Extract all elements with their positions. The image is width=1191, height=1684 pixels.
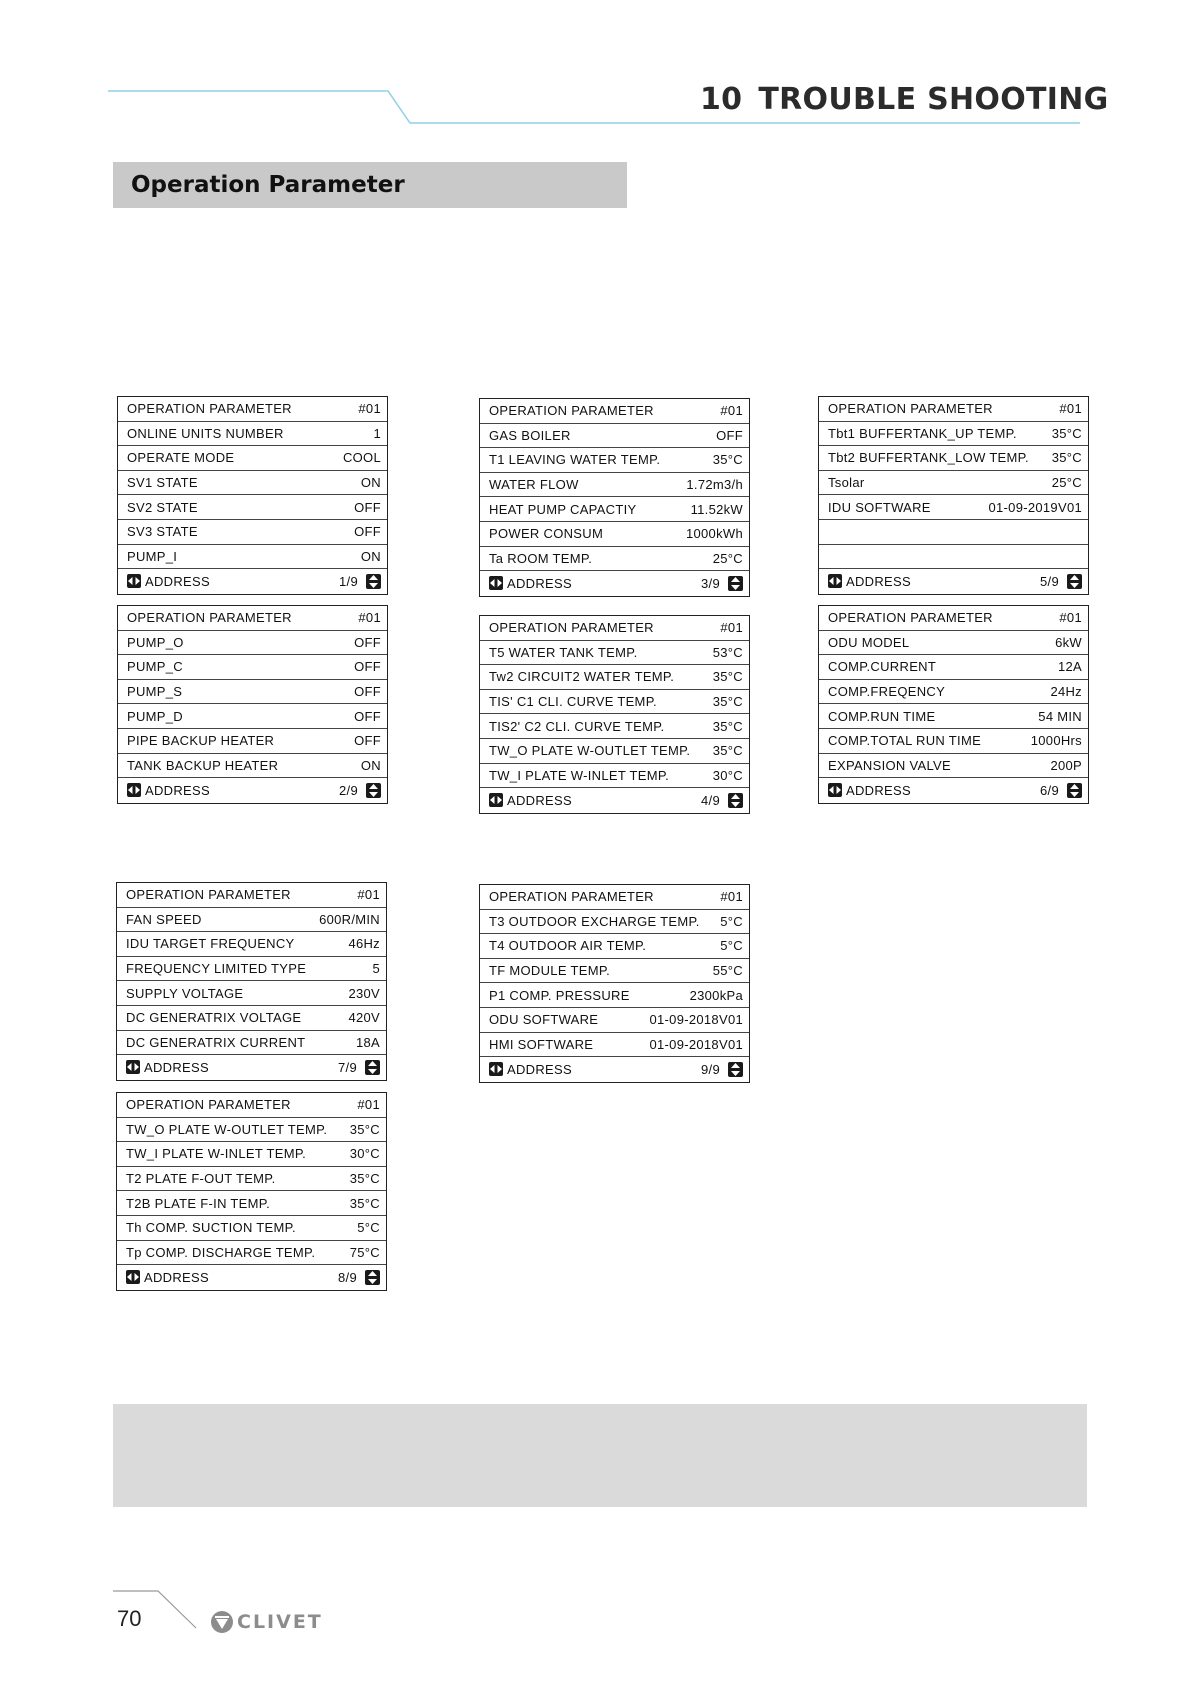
panel-unit-id: #01 (357, 1097, 380, 1113)
parameter-panel-3 (479, 398, 750, 597)
address-label: ADDRESS (507, 575, 572, 591)
panel-footer-row (480, 788, 749, 813)
parameter-value: 18A (355, 1034, 380, 1050)
parameter-label: T1 LEAVING WATER TEMP. (489, 452, 661, 468)
parameter-panel-5 (818, 396, 1089, 595)
panel-title: OPERATION PARAMETER (126, 1097, 291, 1113)
section-banner (113, 162, 627, 208)
parameter-label: HEAT PUMP CAPACTIY (489, 501, 637, 517)
parameter-label: T3 OUTDOOR EXCHARGE TEMP. (489, 913, 700, 929)
panel-unit-id: #01 (720, 403, 743, 419)
parameter-value: 12A (1057, 659, 1082, 675)
parameter-row (118, 655, 387, 680)
parameter-value: 55°C (712, 963, 743, 979)
up-down-arrow-icon[interactable] (1067, 783, 1082, 798)
page-indicator (701, 1062, 743, 1077)
page-indicator (701, 576, 743, 591)
address-control[interactable] (489, 793, 572, 808)
address-label: ADDRESS (507, 1061, 572, 1077)
address-control[interactable] (126, 1270, 209, 1285)
parameter-value: 25°C (712, 550, 743, 566)
address-label: ADDRESS (144, 1059, 209, 1075)
parameter-value: ON (360, 757, 381, 773)
parameter-row (480, 547, 749, 572)
parameter-label: TIS2' C2 CLI. CURVE TEMP. (489, 718, 665, 734)
parameter-panel-6 (818, 605, 1089, 804)
parameter-row (819, 704, 1088, 729)
up-down-arrow-icon[interactable] (728, 1062, 743, 1077)
parameter-row (117, 981, 386, 1006)
parameter-row (117, 957, 386, 982)
parameter-label: Tbt2 BUFFERTANK_LOW TEMP. (828, 450, 1029, 466)
parameter-label: GAS BOILER (489, 427, 571, 443)
left-right-arrow-icon[interactable] (828, 783, 842, 797)
parameter-row (819, 495, 1088, 520)
parameter-label: ODU SOFTWARE (489, 1012, 599, 1028)
parameter-label: TANK BACKUP HEATER (127, 757, 279, 773)
up-down-arrow-icon[interactable] (366, 574, 381, 589)
parameter-value: 35°C (712, 743, 743, 759)
footer-gray-box (113, 1404, 1087, 1507)
panel-title-row (118, 397, 387, 422)
address-label: ADDRESS (145, 573, 210, 589)
parameter-panel-2 (117, 605, 388, 804)
parameter-label: IDU SOFTWARE (828, 499, 931, 515)
parameter-label: TW_O PLATE W-OUTLET TEMP. (126, 1121, 328, 1137)
panel-footer-row (819, 778, 1088, 803)
parameter-row (480, 910, 749, 935)
up-down-arrow-icon[interactable] (728, 793, 743, 808)
parameter-value: 35°C (712, 452, 743, 468)
parameter-value: 5°C (357, 1220, 380, 1236)
left-right-arrow-icon[interactable] (489, 1062, 503, 1076)
parameter-row (480, 983, 749, 1008)
parameter-label: COMP.RUN TIME (828, 708, 936, 724)
parameter-label: OPERATE MODE (127, 450, 235, 466)
parameter-value: 600R/MIN (319, 911, 380, 927)
parameter-label: P1 COMP. PRESSURE (489, 987, 630, 1003)
parameter-value: OFF (354, 708, 381, 724)
parameter-panel-4 (479, 615, 750, 814)
panel-title-row (118, 606, 387, 631)
parameter-value: 11.52kW (690, 501, 743, 517)
address-control[interactable] (127, 574, 210, 589)
parameter-value: 6kW (1055, 634, 1082, 650)
parameter-label: TW_I PLATE W-INLET TEMP. (489, 767, 670, 783)
parameter-value: 1.72m3/h (686, 477, 743, 493)
parameter-value: 1000kWh (685, 526, 743, 542)
parameter-row (480, 714, 749, 739)
parameter-value: 1 (373, 425, 381, 441)
parameter-row (118, 520, 387, 545)
panel-title-row (117, 883, 386, 908)
parameter-label: SV1 STATE (127, 475, 198, 491)
parameter-row (117, 1167, 386, 1192)
address-control[interactable] (489, 1062, 572, 1077)
address-label: ADDRESS (144, 1269, 209, 1285)
parameter-label: TIS' C1 CLI. CURVE TEMP. (489, 694, 657, 710)
parameter-row (819, 520, 1088, 545)
address-control[interactable] (828, 574, 911, 589)
address-control[interactable] (126, 1060, 209, 1075)
parameter-label: SV2 STATE (127, 499, 198, 515)
parameter-value: 01-09-2018V01 (649, 1012, 743, 1028)
parameter-row (118, 545, 387, 570)
page-counter: 1/9 (339, 573, 358, 589)
parameter-label: PIPE BACKUP HEATER (127, 733, 275, 749)
address-control[interactable] (127, 783, 210, 798)
parameter-label: IDU TARGET FREQUENCY (126, 936, 295, 952)
parameter-label: TW_O PLATE W-OUTLET TEMP. (489, 743, 691, 759)
parameter-panel-9 (479, 884, 750, 1083)
address-control[interactable] (489, 576, 572, 591)
parameter-value: 54 MIN (1038, 708, 1082, 724)
parameter-row (118, 631, 387, 656)
parameter-value: 35°C (712, 718, 743, 734)
parameter-label: Ta ROOM TEMP. (489, 550, 593, 566)
panel-title-row (480, 399, 749, 424)
page-number: 70 (117, 1606, 142, 1631)
brand-name: CLIVET (237, 1611, 323, 1633)
parameter-row (117, 1191, 386, 1216)
parameter-label: Tbt1 BUFFERTANK_UP TEMP. (828, 425, 1017, 441)
parameter-row (117, 1241, 386, 1266)
panel-title-row (117, 1093, 386, 1118)
parameter-row (117, 932, 386, 957)
page-counter: 6/9 (1040, 782, 1059, 798)
parameter-label: ODU MODEL (828, 634, 910, 650)
left-right-arrow-icon[interactable] (489, 793, 503, 807)
parameter-row (480, 473, 749, 498)
parameter-value: 230V (348, 985, 380, 1001)
parameter-row (480, 522, 749, 547)
parameter-value: 25°C (1051, 475, 1082, 491)
parameter-row (118, 729, 387, 754)
parameter-label: COMP.TOTAL RUN TIME (828, 733, 982, 749)
address-control[interactable] (828, 783, 911, 798)
panel-footer-row (819, 569, 1088, 594)
parameter-row (819, 446, 1088, 471)
parameter-label: FAN SPEED (126, 911, 202, 927)
parameter-panel-1 (117, 396, 388, 595)
parameter-row (118, 680, 387, 705)
left-right-arrow-icon[interactable] (126, 1270, 140, 1284)
parameter-row (819, 680, 1088, 705)
up-down-arrow-icon[interactable] (365, 1270, 380, 1285)
parameter-value: 5°C (720, 913, 743, 929)
parameter-label: DC GENERATRIX VOLTAGE (126, 1010, 302, 1026)
parameter-value: OFF (354, 634, 381, 650)
page-indicator (1040, 783, 1082, 798)
parameter-row (480, 1033, 749, 1058)
parameter-value: 35°C (1051, 425, 1082, 441)
panel-title-row (480, 885, 749, 910)
parameter-row (480, 739, 749, 764)
parameter-row (117, 1118, 386, 1143)
parameter-value: 35°C (712, 669, 743, 685)
parameter-value: 2300kPa (689, 987, 743, 1003)
address-label: ADDRESS (846, 782, 911, 798)
page-counter: 9/9 (701, 1061, 720, 1077)
parameter-row (480, 665, 749, 690)
parameter-label: DC GENERATRIX CURRENT (126, 1034, 306, 1050)
parameter-row (480, 448, 749, 473)
page-counter: 2/9 (339, 782, 358, 798)
parameter-label: PUMP_O (127, 634, 184, 650)
parameter-row (118, 495, 387, 520)
parameter-value: 30°C (712, 767, 743, 783)
left-right-arrow-icon[interactable] (489, 576, 503, 590)
panel-footer-row (480, 1057, 749, 1082)
page-indicator (701, 793, 743, 808)
left-right-arrow-icon[interactable] (127, 783, 141, 797)
panel-title-row (480, 616, 749, 641)
parameter-row (480, 690, 749, 715)
page-indicator (338, 1060, 380, 1075)
panel-footer-row (480, 571, 749, 596)
parameter-label: POWER CONSUM (489, 526, 604, 542)
panel-unit-id: #01 (1059, 610, 1082, 626)
parameter-row (117, 1142, 386, 1167)
panel-title-row (819, 397, 1088, 422)
panel-title: OPERATION PARAMETER (489, 889, 654, 905)
parameter-label: EXPANSION VALVE (828, 757, 951, 773)
panel-title: OPERATION PARAMETER (126, 887, 291, 903)
panel-title-row (819, 606, 1088, 631)
parameter-label: PUMP_C (127, 659, 183, 675)
parameter-row (118, 422, 387, 447)
parameter-row (819, 655, 1088, 680)
page-counter: 4/9 (701, 792, 720, 808)
parameter-label: TW_I PLATE W-INLET TEMP. (126, 1146, 307, 1162)
parameter-value: ON (360, 548, 381, 564)
page-counter: 7/9 (338, 1059, 357, 1075)
parameter-row (118, 471, 387, 496)
parameter-value: OFF (716, 427, 743, 443)
up-down-arrow-icon[interactable] (365, 1060, 380, 1075)
page-counter: 8/9 (338, 1269, 357, 1285)
parameter-row (819, 631, 1088, 656)
parameter-row (117, 1006, 386, 1031)
parameter-value: 30°C (349, 1146, 380, 1162)
page-counter: 3/9 (701, 575, 720, 591)
parameter-value: 46Hz (348, 936, 380, 952)
page-counter: 5/9 (1040, 573, 1059, 589)
parameter-label: COMP.FREQENCY (828, 684, 946, 700)
parameter-value: 24Hz (1050, 684, 1082, 700)
parameter-row (819, 471, 1088, 496)
section-title: Operation Parameter (131, 172, 405, 198)
parameter-label: T2B PLATE F-IN TEMP. (126, 1195, 270, 1211)
parameter-label: PUMP_D (127, 708, 183, 724)
address-label: ADDRESS (145, 782, 210, 798)
parameter-value: 35°C (1051, 450, 1082, 466)
panel-footer-row (118, 778, 387, 803)
parameter-value: 420V (348, 1010, 380, 1026)
parameter-value: 5°C (720, 938, 743, 954)
panel-unit-id: #01 (720, 620, 743, 636)
parameter-row (118, 704, 387, 729)
parameter-value: OFF (354, 659, 381, 675)
parameter-value: ON (360, 475, 381, 491)
left-right-arrow-icon[interactable] (126, 1060, 140, 1074)
parameter-value: 1000Hrs (1030, 733, 1082, 749)
parameter-row (480, 959, 749, 984)
parameter-value: OFF (354, 524, 381, 540)
parameter-label: Tsolar (828, 475, 865, 491)
parameter-row (819, 545, 1088, 570)
parameter-row (117, 1216, 386, 1241)
panel-unit-id: #01 (358, 401, 381, 417)
up-down-arrow-icon[interactable] (366, 783, 381, 798)
parameter-label: T5 WATER TANK TEMP. (489, 644, 638, 660)
parameter-label: PUMP_I (127, 548, 178, 564)
parameter-value: 35°C (712, 694, 743, 710)
parameter-value: OFF (354, 499, 381, 515)
left-right-arrow-icon[interactable] (828, 574, 842, 588)
parameter-label: TF MODULE TEMP. (489, 963, 611, 979)
panel-footer-row (118, 569, 387, 594)
page-indicator (339, 783, 381, 798)
parameter-label: T2 PLATE F-OUT TEMP. (126, 1171, 276, 1187)
parameter-panel-8 (116, 1092, 387, 1291)
parameter-value: 35°C (349, 1121, 380, 1137)
up-down-arrow-icon[interactable] (1067, 574, 1082, 589)
parameter-row (480, 424, 749, 449)
parameter-row (819, 729, 1088, 754)
parameter-panel-7 (116, 882, 387, 1081)
panel-title: OPERATION PARAMETER (489, 403, 654, 419)
panel-unit-id: #01 (358, 610, 381, 626)
parameter-label: SV3 STATE (127, 524, 198, 540)
up-down-arrow-icon[interactable] (728, 576, 743, 591)
panel-unit-id: #01 (1059, 401, 1082, 417)
parameter-value: OFF (354, 733, 381, 749)
chapter-title (700, 82, 1109, 122)
parameter-value: 01-09-2019V01 (988, 499, 1082, 515)
parameter-label: COMP.CURRENT (828, 659, 937, 675)
left-right-arrow-icon[interactable] (127, 574, 141, 588)
panel-title: OPERATION PARAMETER (127, 610, 292, 626)
parameter-row (117, 908, 386, 933)
parameter-label: WATER FLOW (489, 477, 579, 493)
clivet-logo-icon (210, 1610, 234, 1634)
parameter-label: Tp COMP. DISCHARGE TEMP. (126, 1244, 316, 1260)
parameter-label: PUMP_S (127, 684, 183, 700)
parameter-value: 35°C (349, 1171, 380, 1187)
parameter-row (819, 422, 1088, 447)
chapter-title-text: TROUBLE SHOOTING (758, 82, 1109, 117)
panel-footer-row (117, 1055, 386, 1080)
parameter-label: T4 OUTDOOR AIR TEMP. (489, 938, 647, 954)
parameter-value: 5 (372, 961, 380, 977)
parameter-row (480, 764, 749, 789)
panel-unit-id: #01 (720, 889, 743, 905)
parameter-row (480, 641, 749, 666)
parameter-row (118, 754, 387, 779)
panel-unit-id: #01 (357, 887, 380, 903)
panel-title: OPERATION PARAMETER (828, 401, 993, 417)
parameter-label: Th COMP. SUCTION TEMP. (126, 1220, 296, 1236)
parameter-value: 35°C (349, 1195, 380, 1211)
address-label: ADDRESS (507, 792, 572, 808)
address-label: ADDRESS (846, 573, 911, 589)
parameter-row (819, 754, 1088, 779)
brand-logo (210, 1610, 323, 1634)
parameter-value: 53°C (712, 644, 743, 660)
parameter-row (480, 1008, 749, 1033)
chapter-number: 10 (700, 82, 743, 117)
parameter-label: ONLINE UNITS NUMBER (127, 425, 284, 441)
page-indicator (1040, 574, 1082, 589)
page-indicator (338, 1270, 380, 1285)
panel-title: OPERATION PARAMETER (127, 401, 292, 417)
panel-title: OPERATION PARAMETER (828, 610, 993, 626)
parameter-value: COOL (342, 450, 381, 466)
parameter-label: FREQUENCY LIMITED TYPE (126, 961, 307, 977)
parameter-value: OFF (354, 684, 381, 700)
parameter-label: SUPPLY VOLTAGE (126, 985, 244, 1001)
parameter-row (118, 446, 387, 471)
parameter-value: 75°C (349, 1244, 380, 1260)
parameter-value: 01-09-2018V01 (649, 1036, 743, 1052)
page-indicator (339, 574, 381, 589)
panel-footer-row (117, 1265, 386, 1290)
parameter-row (117, 1031, 386, 1056)
parameter-row (480, 934, 749, 959)
parameter-value: 200P (1050, 757, 1082, 773)
panel-title: OPERATION PARAMETER (489, 620, 654, 636)
parameter-label: Tw2 CIRCUIT2 WATER TEMP. (489, 669, 675, 685)
parameter-row (480, 497, 749, 522)
parameter-label: HMI SOFTWARE (489, 1036, 594, 1052)
